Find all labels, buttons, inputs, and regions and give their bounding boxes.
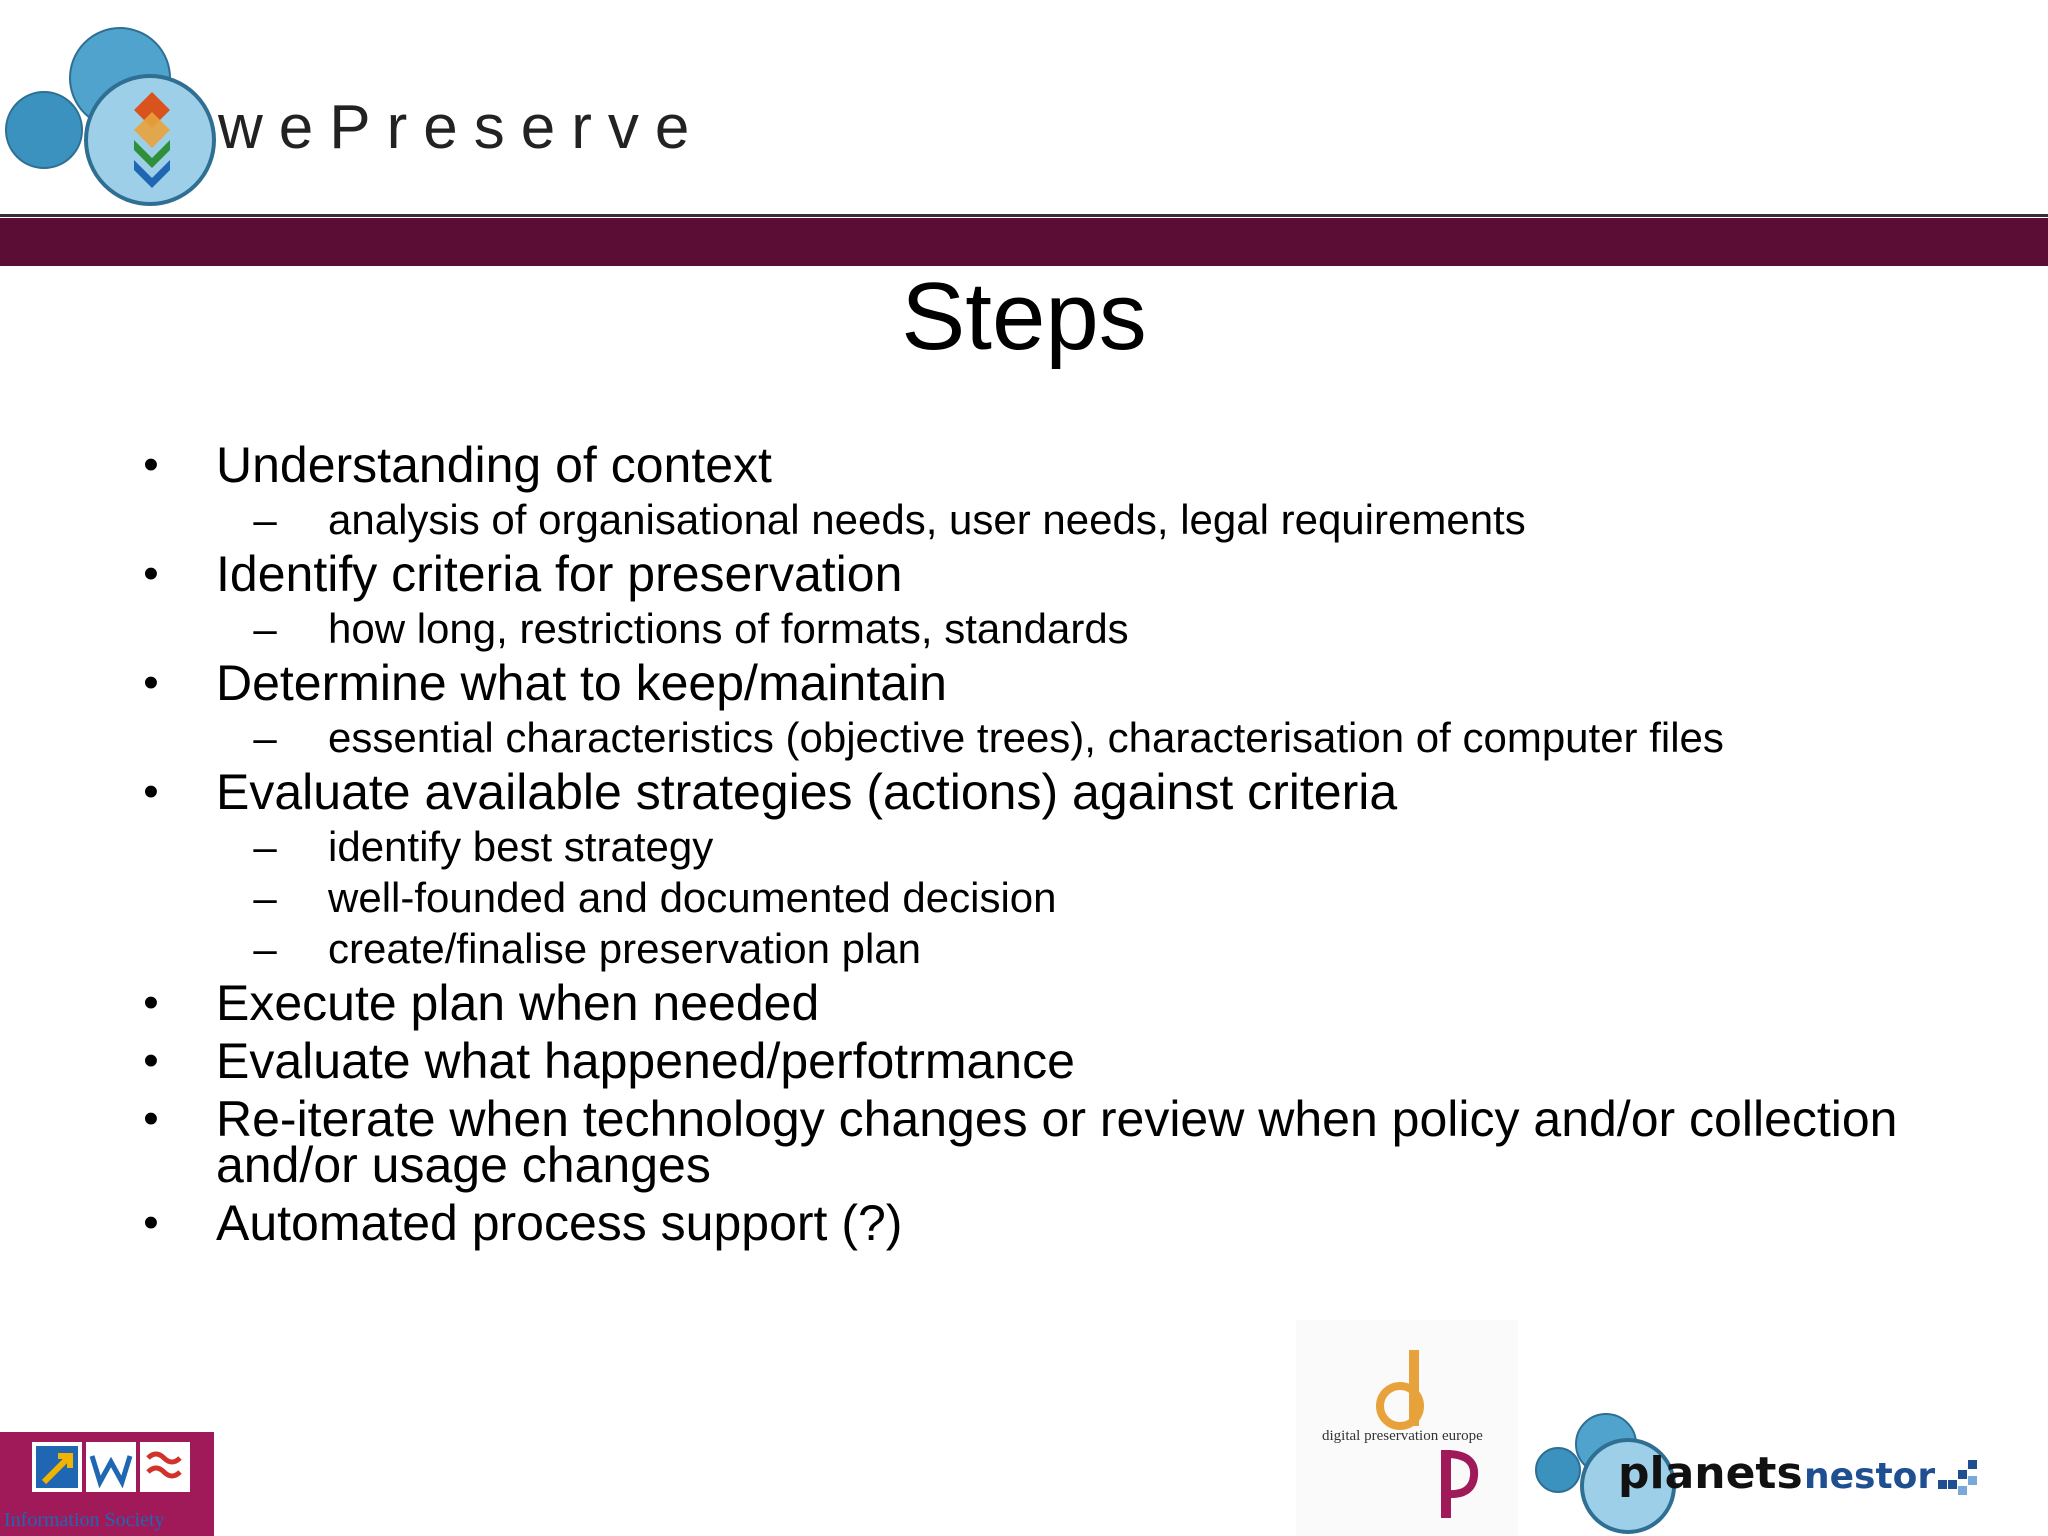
sub-marker: – bbox=[253, 605, 277, 652]
bullet-item bbox=[136, 545, 1996, 654]
bullet-item bbox=[136, 974, 1996, 1032]
bullet-marker: • bbox=[143, 1094, 159, 1143]
bullet-text: Understanding of context bbox=[216, 437, 772, 493]
sub-item bbox=[240, 821, 1996, 872]
bullet-marker: • bbox=[143, 767, 159, 816]
bullet-item bbox=[136, 436, 1996, 545]
sub-item bbox=[240, 872, 1996, 923]
info-society-text: Information Society bbox=[4, 1509, 165, 1531]
sub-item bbox=[240, 712, 1996, 763]
header-bar bbox=[0, 218, 2048, 266]
bullet-marker: • bbox=[143, 440, 159, 489]
bullet-item bbox=[136, 1032, 1996, 1090]
bullet-marker: • bbox=[143, 658, 159, 707]
sub-text: create/finalise preservation plan bbox=[328, 925, 922, 972]
sub-marker: – bbox=[253, 496, 277, 543]
dpe-label: digital preservation europe bbox=[1322, 1428, 1483, 1444]
sub-marker: – bbox=[253, 925, 277, 972]
bullet-marker: • bbox=[143, 1036, 159, 1085]
bullet-item bbox=[136, 654, 1996, 763]
sub-marker: – bbox=[253, 823, 277, 870]
sub-text: well-founded and documented decision bbox=[328, 874, 1057, 921]
sub-item bbox=[240, 494, 1996, 545]
sub-marker: – bbox=[253, 874, 277, 921]
brand-name: wePreserve bbox=[218, 93, 706, 162]
nestor-mark-icon bbox=[1938, 1460, 1978, 1496]
planets-label: planets bbox=[1618, 1448, 1803, 1499]
bullet-text: Determine what to keep/maintain bbox=[216, 655, 947, 711]
sub-marker: – bbox=[253, 714, 277, 761]
bullet-text: Re-iterate when technology changes or review when policy and/or collection and/or usage changes bbox=[216, 1091, 1898, 1193]
bullet-item bbox=[136, 1090, 1996, 1194]
sub-text: analysis of organisational needs, user needs, legal requirements bbox=[328, 496, 1526, 543]
bullet-marker: • bbox=[143, 978, 159, 1027]
information-society-logo bbox=[0, 1432, 214, 1536]
bullet-list bbox=[136, 436, 1996, 1252]
sub-text: how long, restrictions of formats, standards bbox=[328, 605, 1129, 652]
bullet-marker: • bbox=[143, 1198, 159, 1247]
sub-text: identify best strategy bbox=[328, 823, 714, 870]
bullet-text: Automated process support (?) bbox=[216, 1195, 903, 1251]
bullet-text: Execute plan when needed bbox=[216, 975, 820, 1031]
sub-item bbox=[240, 923, 1996, 974]
bullet-text: Evaluate available strategies (actions) against criteria bbox=[216, 764, 1398, 820]
sub-item bbox=[240, 603, 1996, 654]
bullet-item bbox=[136, 763, 1996, 974]
bullet-marker: • bbox=[143, 549, 159, 598]
bullet-item bbox=[136, 1194, 1996, 1252]
header-rule bbox=[0, 214, 2048, 217]
bullet-text: Evaluate what happened/perfotrmance bbox=[216, 1033, 1075, 1089]
bullet-text: Identify criteria for preservation bbox=[216, 546, 903, 602]
nestor-label: nestor bbox=[1804, 1456, 1936, 1497]
slide-title: Steps bbox=[901, 263, 1147, 370]
sub-text: essential characteristics (objective trees), characterisation of computer files bbox=[328, 714, 1724, 761]
logo-circle-small-left bbox=[6, 92, 82, 168]
